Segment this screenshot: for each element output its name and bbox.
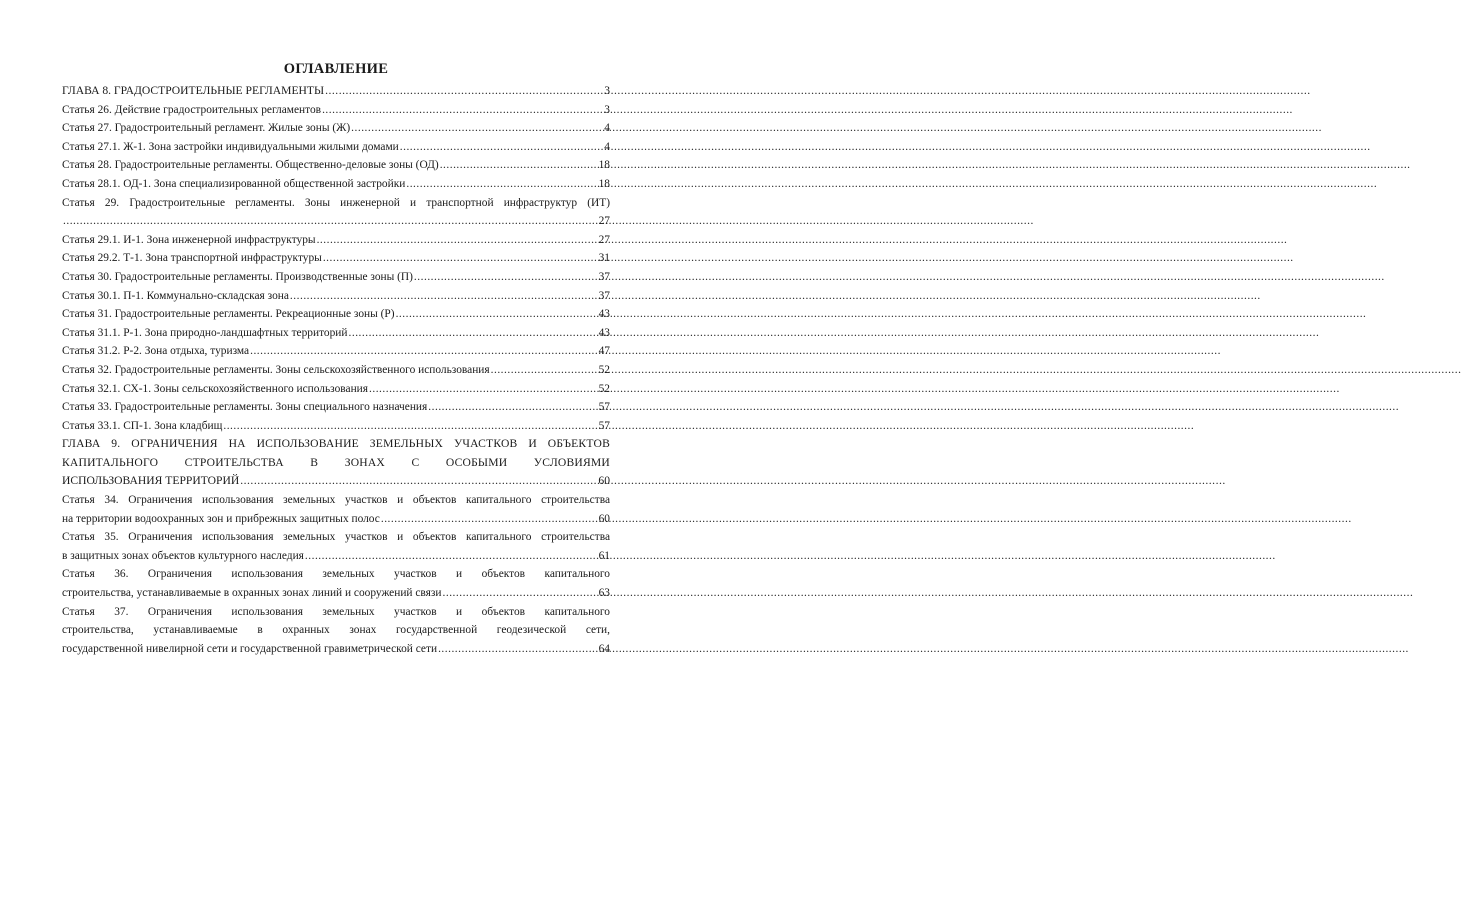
toc-title: ОГЛАВЛЕНИЕ [283,61,389,77]
toc-page-number: 47 [598,345,610,358]
toc-page-number: 4 [604,122,610,135]
dot-leader [323,249,598,268]
toc-entry[interactable] [62,175,610,194]
toc-entry-text: Статья 32.1. СХ-1. Зоны сельскохозяйственного использования [62,382,368,395]
toc-entry[interactable] [62,435,610,491]
toc-entry-line [62,342,610,361]
toc-entry[interactable] [62,231,610,250]
toc-entry-line [62,268,610,287]
dot-leader [438,640,598,659]
toc-page-number: 60 [598,512,610,525]
dot-leader [63,212,598,231]
toc-entry[interactable] [62,287,610,306]
toc-entry[interactable] [62,119,610,138]
toc-entry-text: Статья 28. Градостроительные регламенты. Общественно-деловые зоны (ОД) [62,159,439,172]
toc-page-number: 37 [598,270,610,283]
toc-entry-text: в защитных зонах объектов культурного наследия [62,549,304,562]
toc-entry[interactable] [62,603,610,659]
dot-leader [440,156,598,175]
dot-leader [325,82,603,101]
toc-entry-text: Статья 31.2. Р-2. Зона отдыха, туризма [62,345,250,358]
toc-entry[interactable] [62,194,610,231]
toc-entry[interactable] [62,268,610,287]
toc-entry-line [62,417,610,436]
toc-entry-text: ГЛАВА 8. ГРАДОСТРОИТЕЛЬНЫЕ РЕГЛАМЕНТЫ [62,84,325,97]
dot-leader [406,175,597,194]
toc-entry-line [62,640,610,659]
toc-entry-text: Статья 27. Градостроительный регламент. Жилые зоны (Ж) [62,122,351,135]
dot-leader [400,138,604,157]
toc-entry-text: Статья 33. Градостроительные регламенты. Зоны специального назначения [62,401,428,414]
toc-entry-line [62,82,610,101]
toc-entry[interactable] [62,398,610,417]
toc-entry-text: на территории водоохранных зон и прибрежных защитных полос [62,512,380,525]
toc-entry-text: Статья 30. Градостроительные регламенты. Производственные зоны (П) [62,270,413,283]
toc-entry-line [62,380,610,399]
toc-page-number: 63 [598,587,610,600]
toc-entry-line [62,249,610,268]
toc-entry-line [62,231,610,250]
dot-leader [317,231,598,250]
toc-entry-line [62,324,610,343]
toc-entry[interactable] [62,324,610,343]
toc-entry[interactable] [62,565,610,602]
toc-page-number: 43 [598,308,610,321]
toc-entry-text: строительства, устанавливаемые в охранных зонах государственной геодезической сети, [62,624,610,637]
toc-page-number: 3 [604,103,610,116]
dot-leader [349,324,598,343]
toc-entry-text: Статья 35. Ограничения использования земельных участков и объектов капитального строительства [62,531,610,544]
toc-entry-line [62,361,610,380]
dot-leader [396,305,598,324]
dot-leader [414,268,598,287]
toc-entry[interactable] [62,249,610,268]
toc-entry-text: КАПИТАЛЬНОГО СТРОИТЕЛЬСТВА В ЗОНАХ С ОСОБЫМИ УСЛОВИЯМИ [62,455,610,469]
toc-entry-text: Статья 32. Градостроительные регламенты. Зоны сельскохозяйственного использования [62,363,490,376]
toc-page-number: 37 [598,289,610,302]
toc-entry-text: Статья 36. Ограничения использования земельных участков и объектов капитального [62,568,610,581]
toc-entry[interactable] [62,305,610,324]
toc-page-number: 18 [598,159,610,172]
toc-entry[interactable] [62,380,610,399]
dot-leader [305,547,598,566]
dot-leader [351,119,603,138]
toc-entry-line [62,510,610,529]
toc-page-number: 60 [598,474,610,488]
document-page [62,60,610,658]
dot-leader [240,472,597,491]
dot-leader [290,287,598,306]
toc-page-number: 64 [598,642,610,655]
toc-entry-text: Статья 34. Ограничения использования земельных участков и объектов капитального строительства [62,494,610,507]
toc-entry-text: ИСПОЛЬЗОВАНИЯ ТЕРРИТОРИЙ [62,474,240,488]
toc-page-number: 4 [604,140,610,153]
toc-entry-line [62,547,610,566]
toc-list [62,82,610,658]
toc-entry-line [62,584,610,603]
toc-entry-line [62,101,610,120]
toc-entry-text: Статья 29. Градостроительные регламенты. Зоны инженерной и транспортной инфраструктур (ИТ) [62,196,610,209]
dot-leader [250,342,598,361]
toc-entry-line [62,156,610,175]
toc-entry-line [62,287,610,306]
toc-entry-text: Статья 29.1. И-1. Зона инженерной инфраструктуры [62,233,316,246]
toc-page-number: 43 [598,326,610,339]
toc-entry-text: Статья 33.1. СП-1. Зона кладбищ [62,419,223,432]
toc-entry[interactable] [62,491,610,528]
toc-page-number: 27 [598,215,610,228]
toc-entry-line [62,212,610,231]
toc-entry-line [62,138,610,157]
toc-page-number: 3 [604,84,610,97]
toc-entry[interactable] [62,82,610,101]
dot-leader [223,417,597,436]
toc-page-number: 52 [598,382,610,395]
toc-entry-text: ГЛАВА 9. ОГРАНИЧЕНИЯ НА ИСПОЛЬЗОВАНИЕ ЗЕМЕЛЬНЫХ УЧАСТКОВ И ОБЪЕКТОВ [62,437,610,451]
dot-leader [369,380,598,399]
dot-leader [491,361,598,380]
toc-entry-line [62,305,610,324]
toc-entry-line [62,175,610,194]
toc-entry-text: Статья 29.2. Т-1. Зона транспортной инфраструктуры [62,252,322,265]
toc-entry-text: Статья 30.1. П-1. Коммунально-складская зона [62,289,289,302]
dot-leader [443,584,598,603]
toc-page-number: 61 [598,549,610,562]
toc-entry-line [62,398,610,417]
toc-page-number: 18 [598,177,610,190]
toc-entry[interactable] [62,138,610,157]
toc-entry[interactable] [62,342,610,361]
toc-entry[interactable] [62,101,610,120]
toc-entry-text: строительства, устанавливаемые в охранных зонах линий и сооружений связи [62,587,442,600]
dot-leader [381,510,598,529]
toc-page-number: 57 [598,401,610,414]
toc-entry[interactable] [62,528,610,565]
toc-entry-text: Статья 37. Ограничения использования земельных участков и объектов капитального [62,605,610,618]
toc-page-number: 27 [598,233,610,246]
toc-entry-text: Статья 27.1. Ж-1. Зона застройки индивидуальными жилыми домами [62,140,399,153]
toc-page-number: 31 [598,252,610,265]
toc-entry-text: Статья 28.1. ОД-1. Зона специализированной общественной застройки [62,177,406,190]
toc-entry[interactable] [62,156,610,175]
dot-leader [428,398,597,417]
toc-entry[interactable] [62,417,610,436]
toc-entry-text: Статья 31. Градостроительные регламенты. Рекреационные зоны (Р) [62,308,395,321]
toc-page-number: 57 [598,419,610,432]
toc-entry-line [62,119,610,138]
toc-entry-text: государственной нивелирной сети и государственной гравиметрической сети [62,642,438,655]
toc-entry-text: Статья 31.1. Р-1. Зона природно-ландшафтных территорий [62,326,348,339]
toc-page-number: 52 [598,363,610,376]
toc-entry[interactable] [62,361,610,380]
toc-entry-text: Статья 26. Действие градостроительных регламентов [62,103,322,116]
toc-entry-line [62,472,610,491]
dot-leader [322,101,603,120]
